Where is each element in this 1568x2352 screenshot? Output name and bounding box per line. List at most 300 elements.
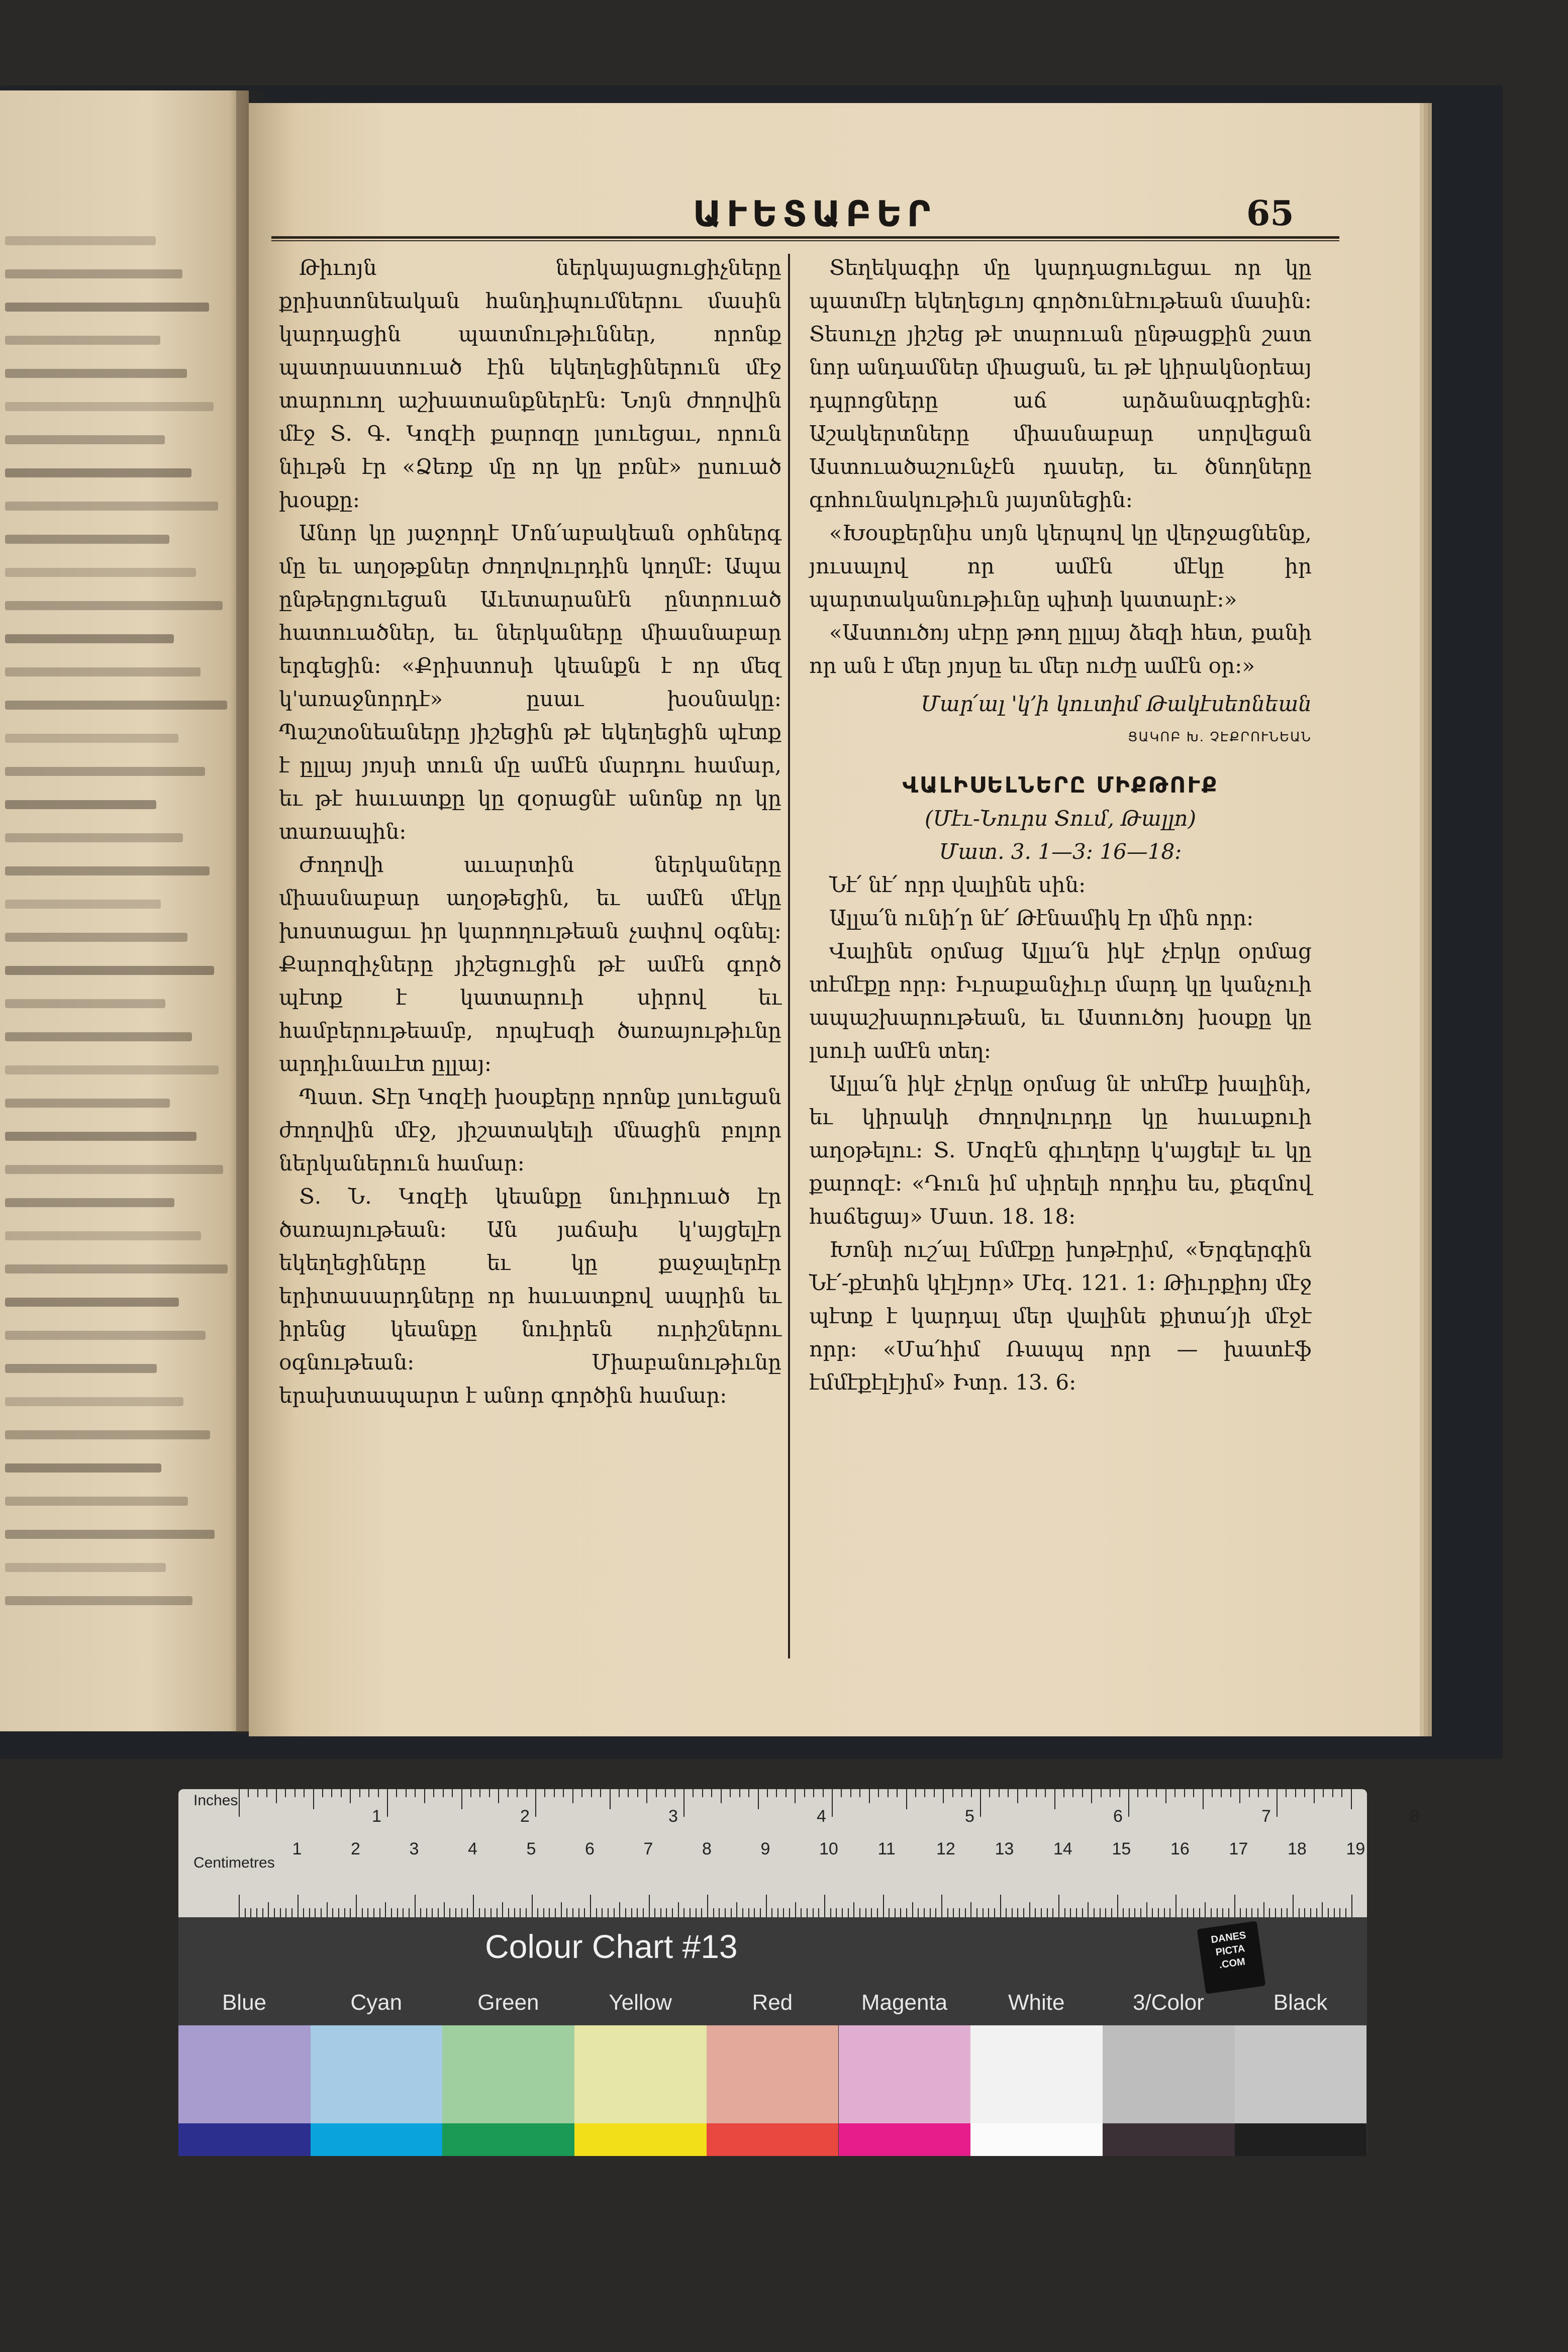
ruler-inches-label: Inches xyxy=(193,1792,238,1809)
left-page-fragment xyxy=(0,90,249,1731)
left-page-text-line xyxy=(5,1132,197,1141)
ruler-cm-tick xyxy=(1257,1908,1258,1917)
left-page-text-line xyxy=(5,1463,161,1473)
ruler-cm-tick xyxy=(813,1908,814,1917)
section-subtitle: (Մէւ-Նուրս Տում, Թալլո) xyxy=(924,806,1197,831)
ruler-cm-tick xyxy=(1316,1908,1317,1917)
ruler-inch-tick xyxy=(257,1789,258,1797)
ruler-inch-number: 1 xyxy=(372,1807,381,1826)
ruler-cm-tick xyxy=(736,1902,737,1917)
swatch-label: Magenta xyxy=(861,1990,948,2015)
swatch-dark-magenta xyxy=(839,2123,971,2156)
left-page-text-line xyxy=(5,1331,206,1340)
ruler-cm-tick xyxy=(303,1908,304,1917)
ruler-inch-tick xyxy=(952,1789,953,1797)
ruler-cm-number: 10 xyxy=(819,1839,838,1858)
ruler-inch-tick xyxy=(443,1789,444,1797)
ruler-cm-tick xyxy=(397,1908,398,1917)
ruler-cm-tick xyxy=(298,1895,299,1917)
swatch-label: Blue xyxy=(222,1990,267,2015)
ruler-cm-tick xyxy=(520,1908,521,1917)
ruler-cm-tick xyxy=(643,1908,644,1917)
ruler-cm-tick xyxy=(871,1908,872,1917)
ruler-inch-tick xyxy=(980,1789,981,1817)
ruler-cm-label: Centimetres xyxy=(193,1854,275,1871)
ruler-inch-tick xyxy=(341,1789,342,1797)
ruler-inch-number: 3 xyxy=(668,1807,678,1826)
ruler-inch-tick xyxy=(1221,1789,1222,1797)
ruler-cm-tick xyxy=(1222,1908,1223,1917)
ruler-inch-tick xyxy=(1091,1789,1092,1803)
section-paragraph: Վալինե օրմաց Ալլա՛ն իկէ չէրկը օրմաց տէմէքը որր։ Իւրաքանչիւր մարդ կը կանչուի ապաշխարութեան, եւ Աստուծոյ խօսքը կը լսուի ամէն տեղ։ xyxy=(809,939,1312,1063)
ruler-inch-tick xyxy=(1323,1789,1324,1797)
ruler-cm-tick xyxy=(900,1908,901,1917)
ruler-inch-tick xyxy=(1110,1789,1111,1797)
ruler-cm-tick xyxy=(549,1908,550,1917)
ruler-cm-tick xyxy=(883,1895,884,1917)
ruler-inch-tick xyxy=(989,1789,990,1797)
ruler-cm-tick xyxy=(385,1902,386,1917)
ruler-inch-tick xyxy=(322,1789,323,1797)
right-paragraph: Տեղեկագիր մը կարդացուեցաւ որ կը պատմէր եկեղեցւոյ գործունէութեան մասին։ Տեսուչը յիշեց թէ տարուան ընթացքին շատ նոր անդամներ միացան, եւ թէ կիրակնօրեայ դպրոցները աճ արձանագրեցին։ Աշակերտները միասնաբար սորվեցան Աստուածաշունչէն դասեր, եւ ծնողները գոհունակութիւն յայտնեցին։ xyxy=(809,255,1312,512)
left-paragraph: Պատ. Տէր Կոզէի խօսքերը որոնք լսուեցան ժողովին մէջ, յիշատակելի մնացին բոլոր ներկաներուն համար։ xyxy=(279,1085,781,1175)
ruler-cm-tick xyxy=(1152,1908,1153,1917)
ruler-cm-tick xyxy=(502,1902,503,1917)
swatch-light-white xyxy=(970,2025,1103,2123)
swatch-light-yellow xyxy=(574,2025,707,2123)
ruler-inch-number: 5 xyxy=(965,1807,974,1826)
ruler-inch-tick xyxy=(359,1789,360,1797)
ruler-cm-tick xyxy=(1158,1908,1159,1917)
swatch-dark-yellow xyxy=(574,2123,707,2156)
ruler-inch-tick xyxy=(517,1789,518,1797)
signature: Մար՛ալ 'կ՚ի կուտիմ Թակէսեոնեան xyxy=(921,692,1312,716)
ruler-cm-tick xyxy=(748,1908,749,1917)
quote-paragraph: «Խօսքերնիս սոյն կերպով կը վերջացնենք, յուսալով որ ամէն մէկը իր պարտականութիւնը պիտի կատարէ։» xyxy=(809,521,1312,612)
ruler-cm-tick xyxy=(508,1908,509,1917)
ruler-inch-tick xyxy=(295,1789,296,1797)
ruler-inch-tick xyxy=(961,1789,962,1797)
ruler-inch-tick xyxy=(304,1789,305,1797)
ruler-cm-number: 11 xyxy=(877,1839,896,1858)
ruler-inch-tick xyxy=(1230,1789,1231,1797)
left-page-text-line xyxy=(5,1032,192,1041)
ruler-cm-number: 19 xyxy=(1346,1839,1365,1858)
ruler-inch-tick xyxy=(498,1789,499,1803)
ruler-cm-tick xyxy=(631,1908,632,1917)
swatch-label: Yellow xyxy=(609,1990,672,2015)
ruler-cm-tick xyxy=(438,1908,439,1917)
ruler-inch-tick xyxy=(748,1789,749,1797)
ruler-inch-tick xyxy=(1212,1789,1213,1797)
right-text-column xyxy=(809,251,1312,1399)
ruler-cm-tick xyxy=(444,1902,445,1917)
ruler-inch-tick xyxy=(1239,1789,1240,1803)
ruler-inch-tick xyxy=(1258,1789,1259,1797)
ruler-cm-tick xyxy=(602,1908,603,1917)
ruler-inch-tick xyxy=(906,1789,907,1809)
ruler-inch-tick xyxy=(665,1789,666,1797)
ruler-cm-tick xyxy=(1269,1908,1270,1917)
left-page-text-line xyxy=(5,468,191,477)
ruler-cm-tick xyxy=(777,1908,778,1917)
ruler-inch-number: 7 xyxy=(1261,1807,1271,1826)
left-page-text-line xyxy=(5,336,160,345)
section-paragraph: Խոնի ուշ՛ալ էմմէքը խոթէրիմ, «Երգերգին Նէ՛-քէտին կէլէյոր» Մէզ. 121. 1։ Թիւրքիոյ մէջ պէտք է կարդալ մեր վալինե քիտա՛յի մէջէ որր։ «Մա՛հիմ Ռապպ որր — խատէֆ էմմէքէլէյիմ» Իտր. 13. 6։ xyxy=(809,1237,1312,1395)
ruler-cm-tick xyxy=(497,1908,498,1917)
ruler-cm-tick xyxy=(590,1895,591,1917)
ruler-cm-tick xyxy=(889,1908,890,1917)
ruler-inch-tick xyxy=(433,1789,434,1797)
ruler-cm-tick xyxy=(1299,1908,1300,1917)
ruler-cm-tick xyxy=(1164,1908,1165,1917)
ruler-cm-number: 16 xyxy=(1170,1839,1190,1858)
ruler-cm-tick xyxy=(1064,1908,1065,1917)
ruler-cm-tick xyxy=(830,1908,831,1917)
left-page-text-line xyxy=(5,734,178,743)
ruler-cm-tick xyxy=(1328,1908,1329,1917)
ruler-cm-tick xyxy=(783,1908,784,1917)
ruler-cm-tick xyxy=(461,1908,462,1917)
ruler-inch-tick xyxy=(1063,1789,1064,1797)
ruler-cm-tick xyxy=(1017,1908,1018,1917)
ruler-cm-tick xyxy=(256,1908,257,1917)
ruler-cm-tick xyxy=(619,1902,620,1917)
left-page-text-line xyxy=(5,601,223,610)
ruler-cm-number: 12 xyxy=(936,1839,955,1858)
ruler-inch-tick xyxy=(1165,1789,1166,1803)
ruler-cm-tick xyxy=(701,1908,702,1917)
ruler-inch-tick xyxy=(888,1789,889,1797)
header-rule-thin xyxy=(271,240,1339,241)
ruler-cm-tick xyxy=(1000,1895,1001,1917)
ruler-cm-tick xyxy=(649,1895,650,1917)
section-paragraph: Նէ՛ նէ՛ որր վալինե սին։ xyxy=(829,872,1086,897)
section-title: ՎԱԼԻՍԵԼՆԵՐԸ ՄԻՔԹՈՒՔ xyxy=(902,772,1219,798)
ruler-cm-tick xyxy=(1263,1902,1264,1917)
ruler-inch-tick xyxy=(832,1789,833,1817)
author-name: ՑԱԿՈԲ Խ. ՉԷՔՐՈՒՆԵԱՆ xyxy=(1128,730,1312,745)
ruler-cm-tick xyxy=(947,1908,948,1917)
ruler-inch-tick xyxy=(739,1789,740,1797)
ruler-cm-tick xyxy=(976,1908,977,1917)
logo: DANES PICTA .COM xyxy=(1197,1921,1266,1994)
ruler-inch-tick xyxy=(758,1789,759,1809)
left-page-text-line xyxy=(5,1264,228,1273)
ruler-cm-tick xyxy=(403,1908,404,1917)
ruler-inch-tick xyxy=(859,1789,860,1797)
swatch-light-black xyxy=(1235,2025,1367,2123)
ruler-cm-tick xyxy=(719,1908,720,1917)
ruler-cm-tick xyxy=(865,1908,866,1917)
ruler-inch-tick xyxy=(823,1789,824,1797)
ruler-cm-tick xyxy=(1187,1908,1188,1917)
ruler-cm-tick xyxy=(853,1902,854,1917)
swatch-label: White xyxy=(1008,1990,1065,2015)
ruler-cm-tick xyxy=(479,1908,480,1917)
ruler-cm-tick xyxy=(608,1908,609,1917)
swatch-label: Red xyxy=(752,1990,793,2015)
ruler-cm-tick xyxy=(848,1908,849,1917)
ruler-cm-tick xyxy=(1146,1902,1147,1917)
ruler-cm-tick xyxy=(1240,1908,1241,1917)
ruler-inch-tick xyxy=(1174,1789,1175,1797)
ruler-inch-tick xyxy=(239,1789,240,1817)
ruler-cm-tick xyxy=(725,1908,726,1917)
swatch-light-magenta xyxy=(839,2025,971,2123)
left-page-text-line xyxy=(5,999,165,1008)
ruler-cm-tick xyxy=(1339,1908,1340,1917)
ruler-cm-tick xyxy=(760,1908,761,1917)
left-page-text-line xyxy=(5,236,156,245)
left-page-text-line xyxy=(5,1231,201,1240)
page-number: 65 xyxy=(1246,193,1294,234)
ruler-cm-tick xyxy=(836,1908,837,1917)
ruler-cm-tick xyxy=(906,1908,907,1917)
left-page-text-line xyxy=(5,1065,219,1074)
ruler-inch-tick xyxy=(711,1789,712,1797)
ruler-inch-tick xyxy=(924,1789,925,1797)
ruler-cm-tick xyxy=(561,1902,562,1917)
ruler-cm-tick xyxy=(801,1908,802,1917)
ruler-cm-tick xyxy=(789,1908,790,1917)
ruler-cm-tick xyxy=(514,1908,515,1917)
ruler-cm-tick xyxy=(953,1908,954,1917)
ruler-cm-tick xyxy=(754,1908,755,1917)
ruler-inch-tick xyxy=(591,1789,592,1797)
ruler-cm-tick xyxy=(321,1908,322,1917)
ruler-inch-tick xyxy=(378,1789,379,1797)
ruler-cm-number: 17 xyxy=(1229,1839,1248,1858)
ruler-inch-tick xyxy=(674,1789,675,1797)
swatch-light-cyan xyxy=(311,2025,443,2123)
ruler-cm-tick xyxy=(315,1908,316,1917)
ruler-inch-tick xyxy=(999,1789,1000,1797)
left-paragraph: Ժողովի աւարտին ներկաները միասնաբար աղօթեցին, եւ ամէն մէկը խոստացաւ իր կարողութեան չափով օգնել։ Քարոզիչները յիշեցուցին թէ ամէն գործ պէտք է կատարուի սիրով եւ համբերութեամբ, որպէսզի ծառայութիւնը արդիւնաւէտ ըլլայ։ xyxy=(279,852,781,1076)
ruler-inch-tick xyxy=(1249,1789,1250,1797)
ruler-cm-tick xyxy=(935,1908,936,1917)
left-page-text-line xyxy=(5,1165,223,1174)
ruler-cm-tick xyxy=(918,1908,919,1917)
ruler-cm-tick xyxy=(1117,1895,1118,1917)
ruler-cm-tick xyxy=(1228,1908,1229,1917)
ruler-inch-tick xyxy=(1341,1789,1342,1797)
chart-title: Colour Chart #13 xyxy=(485,1928,738,1965)
colour-chart xyxy=(178,1789,1419,2156)
ruler-cm-tick xyxy=(1134,1908,1135,1917)
ruler-inch-tick xyxy=(1267,1789,1268,1797)
ruler-cm-tick xyxy=(1193,1908,1194,1917)
ruler-cm-tick xyxy=(555,1908,556,1917)
ruler-inch-tick xyxy=(415,1789,416,1797)
left-page-text-line xyxy=(5,1563,166,1572)
left-text-column xyxy=(279,251,781,1412)
ruler-cm-tick xyxy=(1100,1908,1101,1917)
ruler-cm-tick xyxy=(268,1902,269,1917)
ruler-cm-tick xyxy=(766,1895,767,1917)
ruler-cm-tick xyxy=(1047,1908,1048,1917)
ruler-inch-tick xyxy=(878,1789,879,1797)
ruler-cm-tick xyxy=(409,1908,410,1917)
ruler-cm-tick xyxy=(983,1908,984,1917)
ruler-cm-tick xyxy=(344,1908,345,1917)
ruler-inch-tick xyxy=(721,1789,722,1803)
ruler-cm-tick xyxy=(707,1895,708,1917)
ruler-inch-tick xyxy=(387,1789,388,1817)
ruler-cm-tick xyxy=(239,1895,240,1917)
ruler-inch-tick xyxy=(396,1789,397,1797)
ruler-inch-tick xyxy=(869,1789,870,1803)
left-page-text-line xyxy=(5,900,161,909)
ruler-cm-tick xyxy=(362,1908,363,1917)
ruler-inch-tick xyxy=(1119,1789,1120,1797)
scripture-reference: Մատ. 3. 1—3։ 16—18։ xyxy=(939,839,1182,864)
ruler-cm-tick xyxy=(356,1895,357,1917)
ruler-cm-tick xyxy=(449,1908,450,1917)
ruler-cm-tick xyxy=(250,1908,251,1917)
ruler-inch-tick xyxy=(554,1789,555,1797)
ruler-cm-tick xyxy=(842,1908,843,1917)
ruler-cm-tick xyxy=(771,1908,772,1917)
ruler-cm-tick xyxy=(1345,1908,1346,1917)
ruler-inch-tick xyxy=(1082,1789,1083,1797)
ruler-cm-tick xyxy=(994,1908,995,1917)
left-page-text-line xyxy=(5,1397,183,1406)
ruler-inch-tick xyxy=(508,1789,509,1797)
ruler-cm-tick xyxy=(1105,1908,1106,1917)
swatch-dark-cyan xyxy=(311,2123,443,2156)
swatch-dark-blue xyxy=(178,2123,311,2156)
left-page-text-line xyxy=(5,701,227,710)
ruler-cm-tick xyxy=(678,1902,679,1917)
ruler-inch-tick xyxy=(406,1789,407,1797)
ruler-cm-number: 15 xyxy=(1112,1839,1131,1858)
left-page-text-line xyxy=(5,1497,188,1506)
ruler-inch-tick xyxy=(1101,1789,1102,1797)
ruler-cm-tick xyxy=(280,1908,281,1917)
ruler-cm-tick xyxy=(367,1908,368,1917)
ruler-cm-tick xyxy=(426,1908,427,1917)
ruler-inch-tick xyxy=(1137,1789,1138,1797)
ruler-inch-tick xyxy=(526,1789,527,1797)
ruler-inch-tick xyxy=(544,1789,545,1797)
ruler-inch-tick xyxy=(813,1789,814,1797)
ruler-cm-tick xyxy=(432,1908,433,1917)
swatch-dark-black xyxy=(1235,2123,1367,2156)
ruler-inch-tick xyxy=(1008,1789,1009,1797)
swatch-dark-white xyxy=(970,2123,1103,2156)
ruler-inch-tick xyxy=(572,1789,573,1803)
ruler-inch-tick xyxy=(1128,1789,1129,1817)
ruler-inch-tick xyxy=(1351,1789,1352,1809)
ruler-cm-tick xyxy=(391,1908,392,1917)
ruler-cm-tick xyxy=(1251,1908,1252,1917)
ruler-cm-tick xyxy=(491,1908,492,1917)
ruler-inch-tick xyxy=(776,1789,777,1797)
ruler-cm-tick xyxy=(415,1895,416,1917)
ruler-cm-tick xyxy=(1094,1908,1095,1917)
ruler-cm-tick xyxy=(690,1908,691,1917)
ruler-cm-tick xyxy=(1058,1895,1059,1917)
ruler-inch-tick xyxy=(786,1789,787,1797)
ruler-inch-tick xyxy=(1277,1789,1278,1817)
ruler-inch-tick xyxy=(489,1789,490,1797)
ruler-cm-tick xyxy=(327,1902,328,1917)
ruler-cm-tick xyxy=(1088,1902,1089,1917)
ruler-cm-tick xyxy=(807,1908,808,1917)
left-page-text-line xyxy=(5,369,187,378)
ruler-inch-tick xyxy=(943,1789,944,1803)
ruler-cm-tick xyxy=(291,1908,292,1917)
ruler-inch-tick xyxy=(934,1789,935,1797)
ruler-cm-tick xyxy=(1012,1908,1013,1917)
ruler-cm-number: 3 xyxy=(409,1839,419,1858)
ruler-cm-tick xyxy=(965,1908,966,1917)
ruler-inch-tick xyxy=(915,1789,916,1797)
ruler-inch-number: 2 xyxy=(520,1807,530,1826)
swatch-label: Green xyxy=(477,1990,539,2015)
ruler-cm-tick xyxy=(666,1908,667,1917)
ruler-cm-tick xyxy=(1334,1908,1335,1917)
left-page-text-line xyxy=(5,269,182,278)
ruler-cm-number: 14 xyxy=(1053,1839,1072,1858)
swatch-light-green xyxy=(442,2025,574,2123)
quote-paragraph: «Աստուծոյ սէրը թող ըլլայ ձեզի հետ, քանի որ ան է մեր յոյսը եւ մեր ուժը ամէն օր։» xyxy=(809,620,1312,678)
swatch-label: 3/Color xyxy=(1132,1990,1204,2015)
ruler-inch-tick xyxy=(1036,1789,1037,1797)
column-divider xyxy=(788,254,790,1658)
left-page-text-line xyxy=(5,1430,210,1439)
ruler-cm-tick xyxy=(1129,1908,1130,1917)
ruler-inch-tick xyxy=(1017,1789,1018,1803)
ruler-inch-tick xyxy=(730,1789,731,1797)
ruler-cm-tick xyxy=(1205,1902,1206,1917)
ruler-cm-tick xyxy=(696,1908,697,1917)
ruler-cm-number: 18 xyxy=(1288,1839,1307,1858)
ruler-inch-tick xyxy=(331,1789,332,1797)
ruler-inch-tick xyxy=(350,1789,351,1803)
ruler-cm-number: 2 xyxy=(351,1839,360,1858)
ruler-cm-tick xyxy=(1234,1895,1235,1917)
ruler-cm-tick xyxy=(1029,1902,1030,1917)
ruler-cm-tick xyxy=(683,1908,684,1917)
ruler-cm-tick xyxy=(637,1908,638,1917)
ruler-inch-tick xyxy=(841,1789,842,1797)
ruler-cm-tick xyxy=(1052,1908,1053,1917)
ruler-cm-number: 13 xyxy=(995,1839,1014,1858)
ruler-cm-tick xyxy=(309,1908,310,1917)
ruler-cm-tick xyxy=(742,1908,743,1917)
swatch-dark-red xyxy=(707,2123,839,2156)
ruler-cm-tick xyxy=(924,1908,925,1917)
ruler-cm-tick xyxy=(930,1908,931,1917)
ruler-cm-tick xyxy=(988,1908,989,1917)
ruler-inch-tick xyxy=(1203,1789,1204,1809)
ruler-cm-tick xyxy=(1006,1908,1007,1917)
ruler-inch-tick xyxy=(646,1789,647,1803)
ruler-cm-number: 4 xyxy=(468,1839,477,1858)
ruler-cm-tick xyxy=(1140,1908,1141,1917)
ruler-inch-tick xyxy=(628,1789,629,1797)
ruler-cm-tick xyxy=(941,1895,942,1917)
ruler-inch-tick xyxy=(276,1789,277,1803)
ruler-cm-tick xyxy=(1123,1908,1124,1917)
swatch-light-red xyxy=(707,2025,839,2123)
ruler-inch-tick xyxy=(693,1789,694,1797)
ruler-cm-tick xyxy=(795,1902,796,1917)
ruler-cm-tick xyxy=(672,1908,673,1917)
ruler-cm-tick xyxy=(1281,1908,1282,1917)
